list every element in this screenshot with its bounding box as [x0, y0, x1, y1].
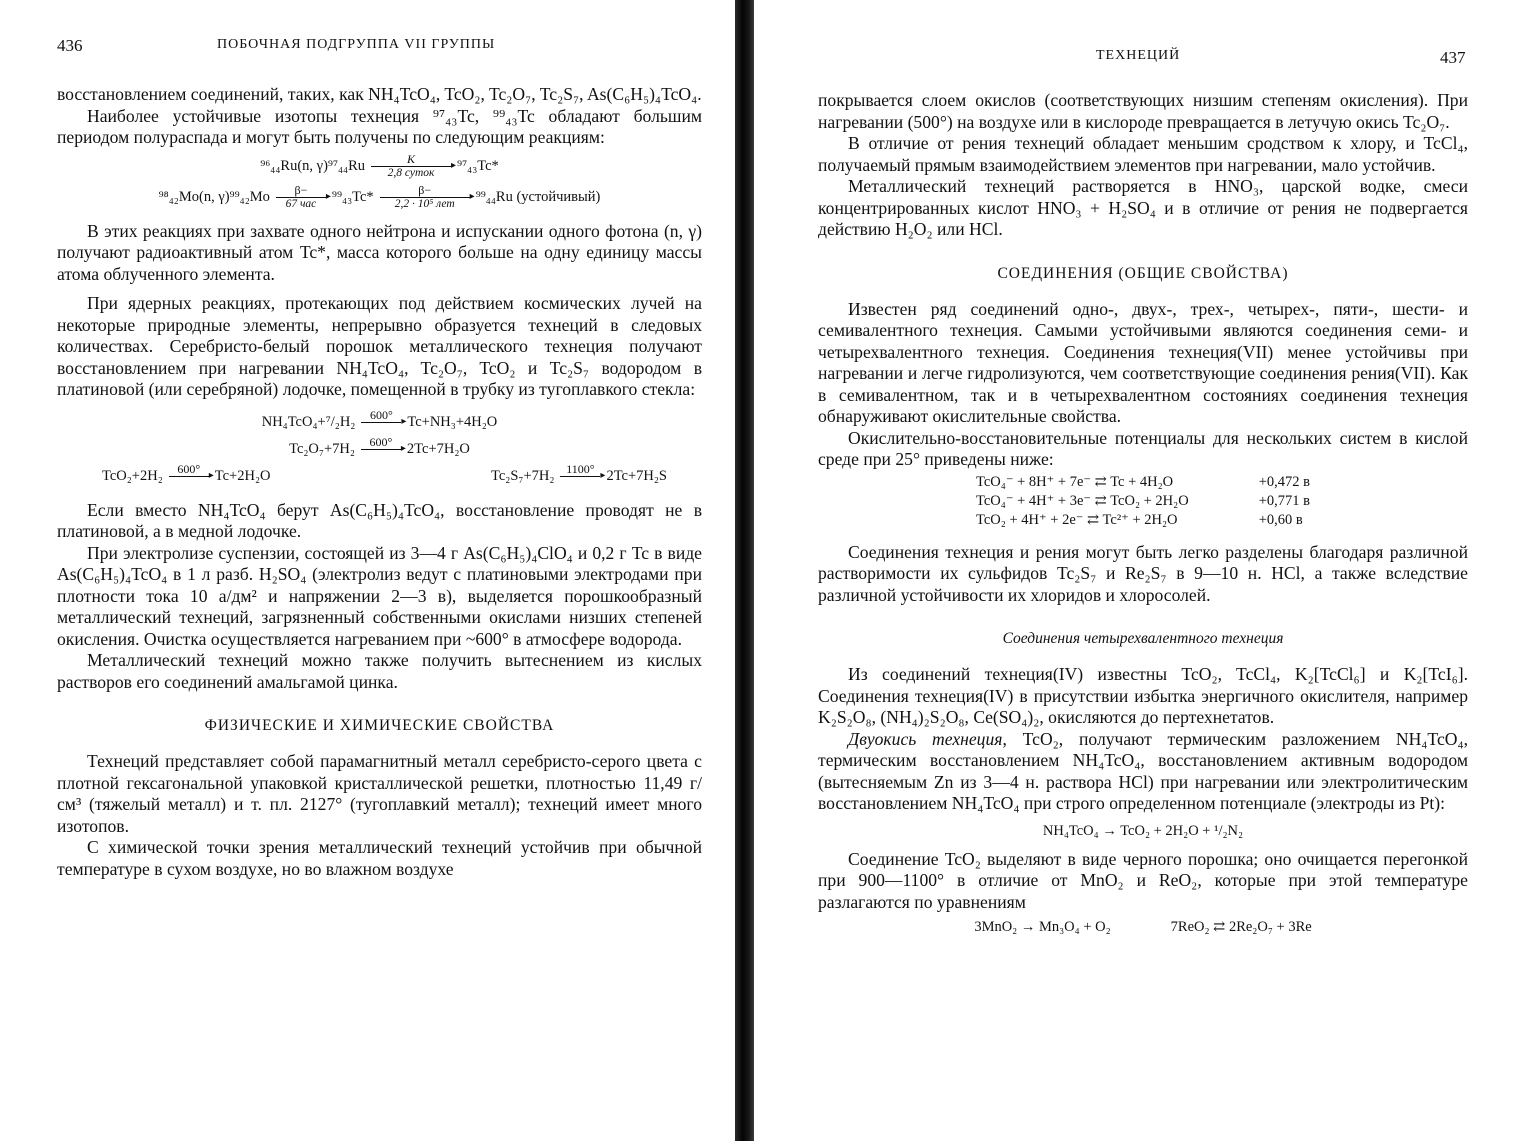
equation-term: NH₄TcO₄+⁷/₂H₂: [261, 413, 356, 430]
potential-row: [966, 492, 1320, 511]
term-italic: Двуокись технеция: [848, 728, 1003, 749]
paragraph: Окислительно-восстановительные потенциалы для нескольких систем в кислой среде при 25° приведены ниже:: [818, 427, 1468, 469]
paragraph: С химической точки зрения металлический технеций устойчив при обычной температуре в сухом воздухе, но во влажном воздухе: [57, 837, 702, 879]
page-number-left: 436: [57, 36, 83, 55]
left-page: [0, 0, 740, 1141]
reaction-arrow: β− ▸ 2,2 · 10⁵ лет: [380, 184, 470, 211]
potential-value: +0,472 в: [1258, 473, 1310, 490]
paragraph: При электролизе суспензии, состоящей из 3—4 г As(C₆H₅)₄ClO₄ и 0,2 г Tc в виде As(C₆H₅)₄TcO₄ в 1 л разб. H₂SO₄ (электролиз ведут с платиновыми электродами при плотности тока 10 а/дм² и напряжении 2—3 в), выделяется порошкообразный металлический технеций, загрязненный собственными окислами низших степеней окисления. Очистка осуществляется нагреванием при ~600° в атмосфере водорода.: [57, 542, 702, 649]
potential-value: +0,771 в: [1258, 492, 1310, 509]
reduction-equations: [57, 409, 702, 490]
section-heading: ФИЗИЧЕСКИЕ И ХИМИЧЕСКИЕ СВОЙСТВА: [204, 717, 555, 734]
paragraph: При ядерных реакциях, протекающих под действием космических лучей на некоторые природные элементы, непрерывно образуется технеций в следовых количествах. Серебристо-белый порошок металлического технеция получают восстановлением при нагревании NH₄TcO₄, Tc₂O₇, TcO₂ и Tc₂S₇ водородом в платиновой (или серебряной) лодочке, помещенной в трубку из тугоплавкого стекла:: [57, 293, 702, 399]
equation: 7ReO₂ ⇄ 2Re₂O₇ + 3Re: [1170, 919, 1312, 935]
potential-reaction: TcO₄⁻ + 4H⁺ + 3e⁻ ⇄ TcO₂ + 2H₂O: [976, 492, 1189, 509]
paragraph: Наиболее устойчивые изотопы технеция ⁹⁷₄₃Tc, ⁹⁹₄₃Tc обладают большим периодом полураспада и могут быть получены по следующим реакциям:: [57, 105, 702, 147]
potential-row: [966, 473, 1320, 492]
reaction-arrow: 1100° ▸: [560, 463, 600, 490]
equation: 3MnO₂ → Mn₃O₄ + O₂: [974, 919, 1111, 935]
reaction-arrow: 600° ▸: [361, 409, 401, 436]
equation-term: 2Tc+7H₂O: [406, 440, 470, 457]
paragraph: восстановлением соединений, таких, как NH₄TcO₄, TcO₂, Tc₂O₇, Tc₂S₇, As(C₆H₅)₄TcO₄.: [57, 84, 702, 104]
paragraph: Соединение TcO₂ выделяют в виде черного порошка; оно очищается перегонкой при 900—1100° в отличие от MnO₂ и ReO₂, которые при этой температуре разлагаются по уравнениям: [818, 848, 1468, 912]
equation-term: Tc₂O₇+7H₂: [289, 440, 355, 457]
section-heading: СОЕДИНЕНИЯ (ОБЩИЕ СВОЙСТВА): [997, 264, 1289, 282]
paragraph: Из соединений технеция(IV) известны TcO₂, TcCl₄, K₂[TcCl₆] и K₂[TcI₆]. Соединения технеция(IV) в присутствии избытка энергичного окислителя, например K₂S₂O₈, (NH₄)₂S₂O₈, Ce(SO₄)₂, окисляются до пертехнетатов.: [818, 664, 1468, 727]
running-head-right: ТЕХНЕЦИЙ: [1096, 48, 1181, 63]
paragraph: Известен ряд соединений одно-, двух-, трех-, четырех-, пяти-, шести- и семивалентного технеция. Самыми устойчивыми являются соединения семи- и четырехвалентного технеция. Соединения технеция(VII) менее устойчивы при нагревании и легче гидролизуются, чем соответствующие соединения рения(VII). Как в семивалентном, так и в четырехвалентном состояниях соединения технеция обнаруживают окислительные свойства.: [818, 298, 1468, 426]
equation: NH₄TcO₄ → TcO₂ + 2H₂O + ¹/₂N₂: [1042, 822, 1244, 839]
equation-term: 2Tc+7H₂S: [606, 467, 667, 484]
potential-row: [966, 511, 1320, 530]
equation-term: TcO₂+2H₂: [102, 467, 163, 484]
paragraph: В отличие от рения технеций обладает меньшим сродством к хлору, и TcCl₄, получаемый прямым взаимодействием элементов при нагревании, мало устойчив.: [818, 133, 1468, 175]
equation-row: [818, 919, 1468, 936]
equation-term: Tc+2H₂O: [214, 467, 271, 484]
paragraph-text: , TcO₂, получают термическим разложением NH₄TcO₄, термическим восстановлением NH₄TcO₄, восстановлением активным водородом (вытесняемым Zn из 3—4 н. раствора HCl) при нагревании или электролитическим восстановлением NH₄TcO₄ при строго определенном потенциале (электроды из Pt):: [818, 728, 1468, 813]
paragraph: Металлический технеций растворяется в HNO₃, царской водке, смеси концентрированных кислот HNO₃ + H₂SO₄ и в отличие от рения не подвергается действию H₂O₂ или HCl.: [818, 176, 1468, 239]
right-page: [760, 0, 1516, 1141]
reaction-arrow: K ▸ 2,8 суток: [371, 153, 451, 180]
paragraph: Соединения технеция и рения могут быть легко разделены благодаря различной растворимости их сульфидов Tc₂S₇ и Re₂S₇ в 9—10 н. HCl, а также вследствие различной устойчивости их хлоридов и хлоросолей.: [818, 541, 1468, 605]
page-number-right: 437: [1440, 48, 1466, 67]
subsection-heading: Соединения четырехвалентного технеция: [1002, 630, 1284, 647]
reaction-arrow: 600° ▸: [361, 436, 401, 463]
reaction-term: ⁹⁸₄₂Mo(n, γ)⁹⁹₄₂Mo: [158, 188, 270, 205]
right-text-column: [818, 90, 1468, 936]
potential-reaction: TcO₂ + 4H⁺ + 2e⁻ ⇄ Tc²⁺ + 2H₂O: [976, 511, 1178, 528]
paragraph: [818, 729, 1468, 815]
reaction-arrow: β− ▸ 67 час: [276, 184, 326, 211]
potential-reaction: TcO₄⁻ + 8H⁺ + 7e⁻ ⇄ Tc + 4H₂O: [976, 473, 1174, 490]
reaction-term: ⁹⁶₄₄Ru(n, γ)⁹⁷₄₄Ru: [260, 157, 366, 174]
reaction-term: ⁹⁹₄₄Ru (устойчивый): [475, 188, 601, 205]
paragraph: В этих реакциях при захвате одного нейтрона и испускании одного фотона (n, γ) получают радиоактивный атом Tc*, масса которого больше на одну единицу массы атома облученного элемента.: [57, 220, 702, 284]
paragraph: покрывается слоем окислов (соответствующих низшим степеням окисления). При нагревании (500°) на воздухе или в кислороде превращается в летучую окись Tc₂O₇.: [818, 90, 1468, 132]
running-head-left: ПОБОЧНАЯ ПОДГРУППА VII ГРУППЫ: [217, 37, 496, 52]
reaction-term: ⁹⁷₄₃Tc*: [457, 157, 499, 174]
potential-value: +0,60 в: [1258, 511, 1303, 528]
reaction-arrow: 600° ▸: [169, 463, 209, 490]
equation-term: Tc+NH₃+4H₂O: [407, 413, 498, 430]
potentials-table: [966, 473, 1320, 530]
paragraph: Металлический технеций можно также получить вытеснением из кислых растворов его соединений амальгамой цинка.: [57, 650, 702, 692]
reaction-ru: [57, 153, 702, 211]
left-text-column: [57, 84, 702, 880]
paragraph: Если вместо NH₄TcO₄ берут As(C₆H₅)₄TcO₄, восстановление проводят не в платиновой, а в медной лодочке.: [57, 499, 702, 541]
reaction-term: ⁹⁹₄₃Tc*: [331, 188, 374, 205]
equation-term: Tc₂S₇+7H₂: [491, 467, 555, 484]
paragraph: Технеций представляет собой парамагнитный металл серебристо-серого цвета с плотной гексагональной упаковкой кристаллической решетки, плотностью 11,49 г/см³ (тяжелый металл) и т. пл. 2127° (тугоплавкий металл); технеций имеет много изотопов.: [57, 751, 702, 836]
